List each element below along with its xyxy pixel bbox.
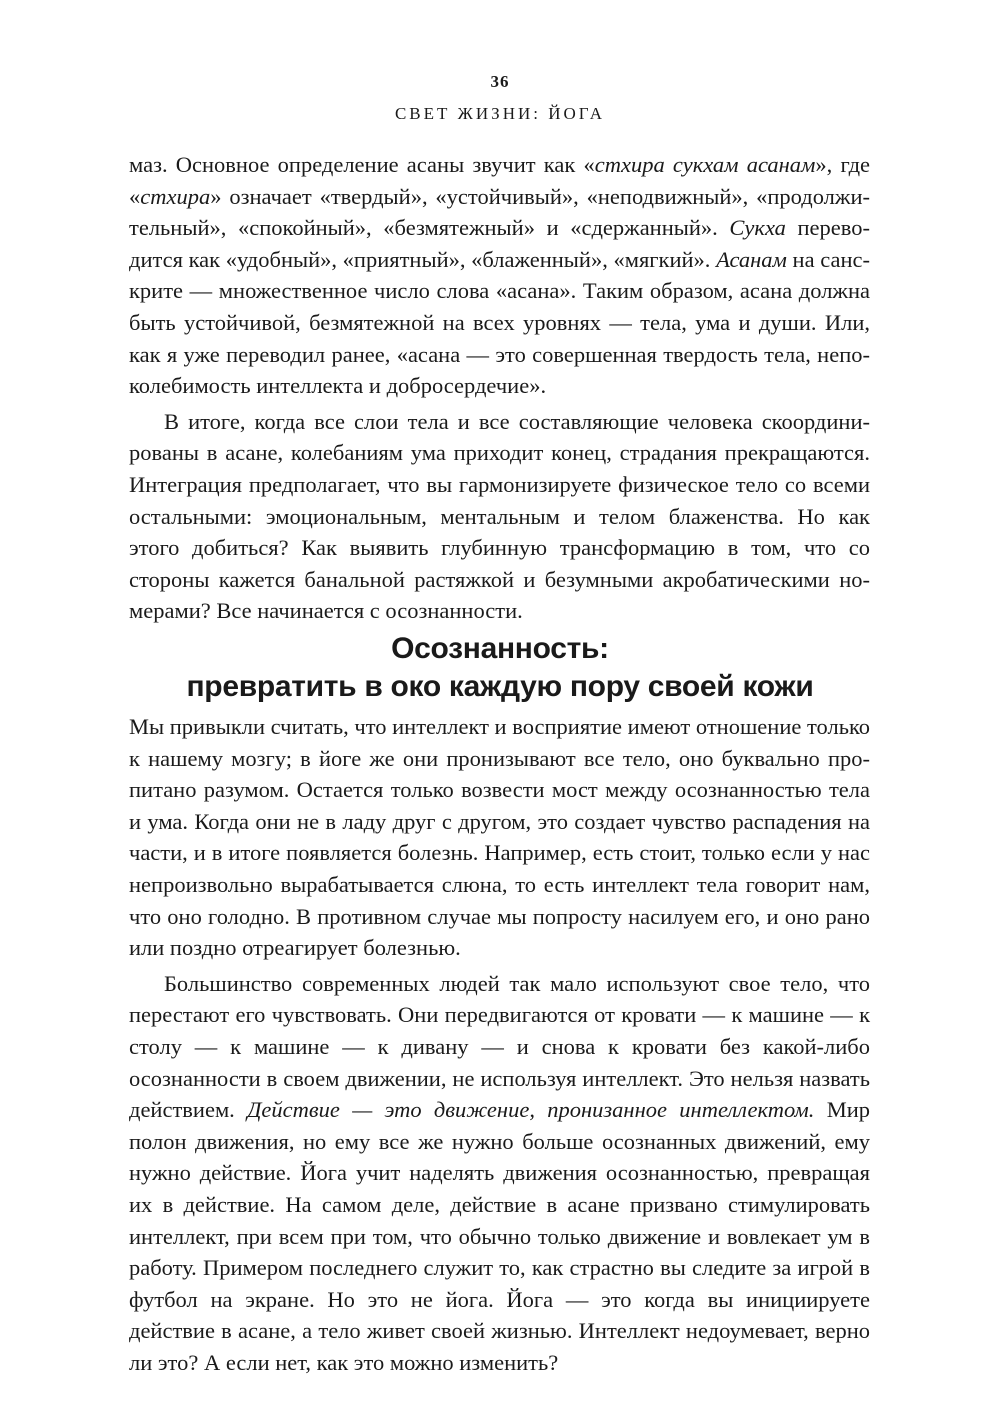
body-text-top (129, 149, 870, 631)
section-heading (0, 630, 1000, 706)
paragraph: В итоге, когда все слои тела и все составляющие человека скоординированы в асане, колебаниям ума приходит конец, страдания прекращаются. Интеграция предполагает, что вы гармонизируете физическое тело со всеми остальными: эмоциональным, ментальным и телом блаженства. Но как этого добиться? Как выявить глубинную трансформацию в том, что со стороны кажется банальной растяжкой и безумными акробатическими номерами? Все начинается с осознанности. (129, 408, 870, 624)
italic-text: стхира сукхам асанам (594, 152, 816, 177)
italic-text: Сукха (729, 215, 786, 241)
running-title: СВЕТ ЖИЗНИ: ЙОГА (394, 104, 606, 123)
body-text-bottom (129, 711, 870, 1382)
italic-text: Асанам (716, 246, 787, 272)
italic-text: стхира (140, 183, 211, 209)
paragraph: Большинство современных людей так мало используют свое тело, что перестают его чувствовать. Они передвигаются от кровати — к машине — к столу — к машине — к дивану — и снова к кровати без какой-либо осознанности в своем движении, не используя интеллект. Это нельзя назвать действием. Действие — это движение, пронизанное интеллектом. Мир полон движения, но ему все же нужно больше осознанных движений, ему нужно действие. Йога учит наделять движения осознанностью, превращая их в действие. На самом деле, действие в асане призвано стимулировать интеллект, при всем при том, что обычно только движение и вовлекает ум в работу. Примером последнего служит то, как страстно вы следите за игрой в футбол на экране. Но это не йога. Йога — это когда вы инициируете действие в асане, а тело живет своей жизнью. Интеллект недоумевает, верно ли это? А если нет, как это можно изменить? (129, 970, 870, 1375)
page-number: 36 (490, 72, 510, 91)
paragraph: маз. Основное определение асаны звучит как «стхира сукхам асанам», где «стхира» означает «твердый», «устойчивый», «неподвижный», «продолжительный», «спокойный», «безмятежный» и «сдержанный». Сукха переводится как «удобный», «приятный», «блаженный», «мягкий». Асанам на санскрите — множественное число слова «асана». Таким образом, асана должна быть устойчивой, безмятежной на всех уровнях — тела, ума и души. Или, как я уже переводил ранее, «асана — это совершенная твердость тела, непоколебимость интеллекта и добросердечие». (129, 152, 870, 399)
paragraph: Мы привыкли считать, что интеллект и восприятие имеют отношение только к нашему мозгу; в йоге же они пронизывают все тело, оно буквально пропитано разумом. Остается только возвести мост между осознанностью тела и ума. Когда они не в ладу друг с другом, это создает чувство распадения на части, и в итоге появляется болезнь. Например, есть стоит, только если у нас непроизвольно вырабатывается слюна, то есть интеллект тела говорит нам, что оно голодно. В противном случае мы попросту насилуем его, и оно рано или поздно отреагирует болезнью. (129, 714, 870, 961)
section-heading-line-1: Осознанность: (391, 632, 609, 665)
italic-text: Действие — это движение, пронизанное интеллектом. (247, 1097, 815, 1123)
section-heading-line-2: превратить в око каждую пору своей кожи (186, 670, 814, 703)
